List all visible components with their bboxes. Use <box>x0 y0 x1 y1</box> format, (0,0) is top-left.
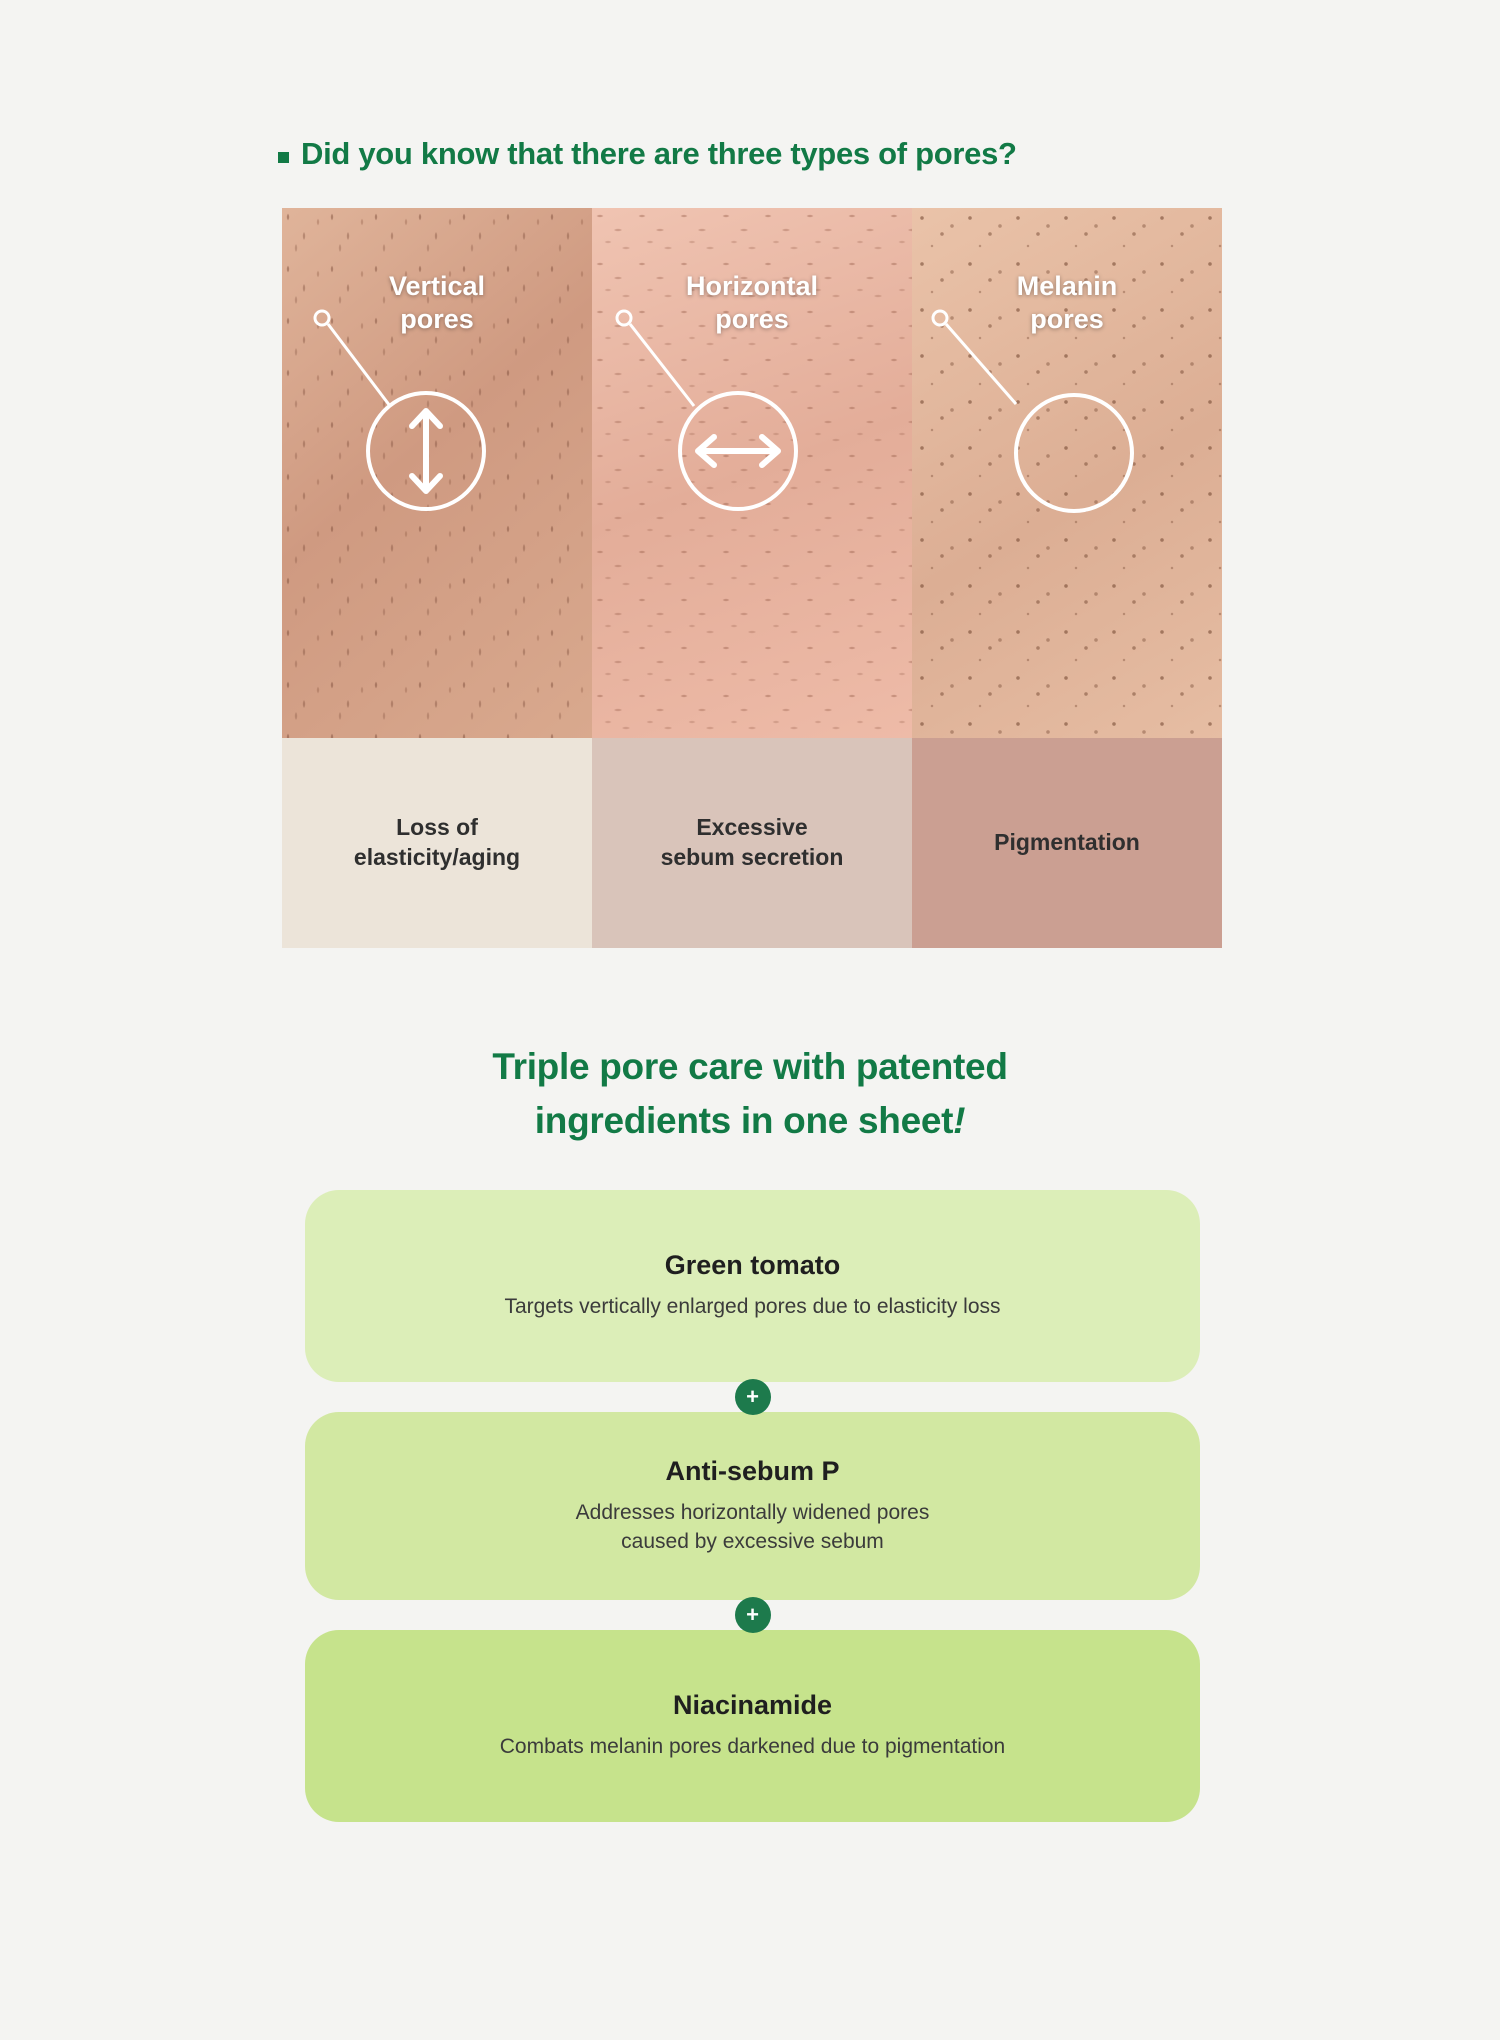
plus-icon: + <box>735 1597 771 1633</box>
pore-panel-label: Vertical pores <box>388 271 486 334</box>
ingredient-card-anti-sebum-p <box>305 1412 1200 1600</box>
plus-connector <box>305 1382 1200 1412</box>
section2-heading-line2: ingredients in one sheet! <box>534 1099 966 1141</box>
ingredient-title: Anti-sebum P <box>665 1456 840 1487</box>
section1-heading-text: Did you know that there are three types of pores? <box>301 136 1017 171</box>
pore-panel-vertical <box>282 208 592 948</box>
pore-panel-label: Horizontal pores <box>686 271 818 334</box>
section2-heading-emphasis: ! <box>953 1099 966 1141</box>
ingredient-card-list <box>305 1190 1200 1822</box>
skin-texture-horizontal <box>592 208 912 738</box>
pore-panel-label: Melanin pores <box>1016 271 1118 334</box>
ingredient-title: Green tomato <box>664 1250 841 1281</box>
skin-texture-vertical <box>282 208 592 738</box>
skin-texture-melanin <box>912 208 1222 738</box>
section2-heading-line1: Triple pore care with patented <box>492 1046 1008 1087</box>
ingredient-description: Combats melanin pores darkened due to pigmentation <box>499 1735 1006 1759</box>
pore-panel-horizontal <box>592 208 912 948</box>
ingredient-card-green-tomato <box>305 1190 1200 1382</box>
section1-heading <box>278 136 1017 172</box>
pore-panel-caption: Loss of elasticity/aging <box>282 738 592 948</box>
ingredient-title: Niacinamide <box>672 1690 833 1721</box>
pore-types-panel-group <box>282 208 1222 948</box>
pore-panel-caption: Excessive sebum secretion <box>592 738 912 948</box>
pore-panel-caption: Pigmentation <box>912 738 1222 948</box>
plus-icon: + <box>735 1379 771 1415</box>
pore-panel-melanin <box>912 208 1222 948</box>
square-bullet-icon <box>278 152 289 163</box>
section2-heading <box>0 1040 1500 1147</box>
ingredient-description: Addresses horizontally widened pores caused by excessive sebum <box>575 1501 930 1553</box>
ingredient-card-niacinamide <box>305 1630 1200 1822</box>
ingredient-description: Targets vertically enlarged pores due to elasticity loss <box>504 1295 1001 1319</box>
plus-connector <box>305 1600 1200 1630</box>
